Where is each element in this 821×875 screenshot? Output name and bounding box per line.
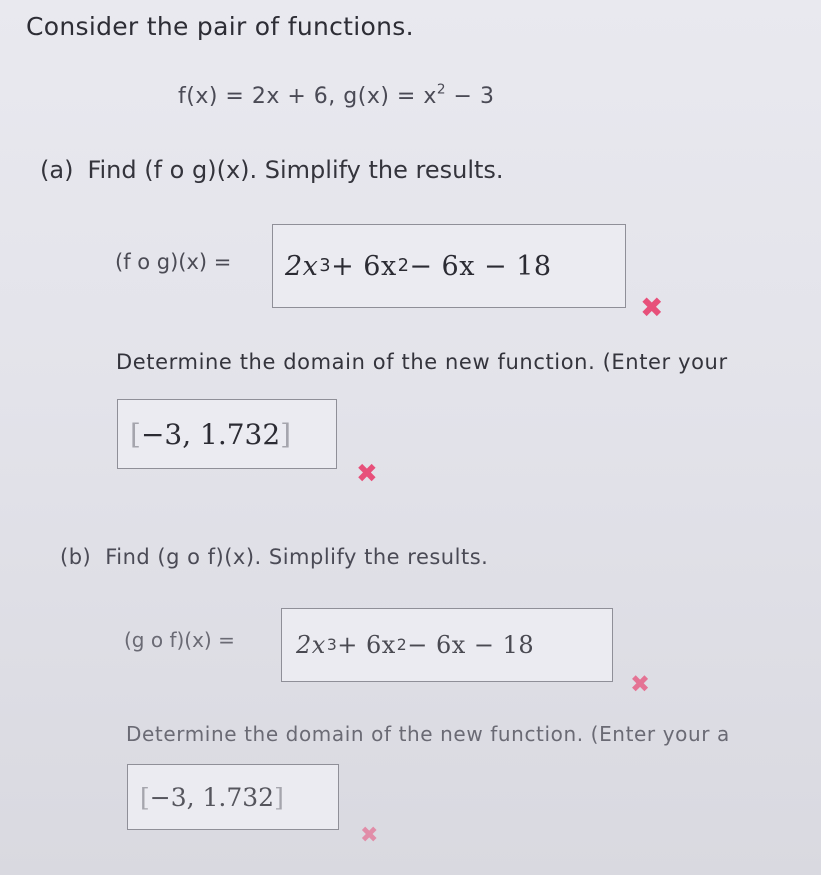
functions-definition-text: f(x) = 2x + 6, g(x) = x [178, 84, 437, 109]
part-a-term-3: − 6x − 18 [409, 250, 552, 282]
part-b-domain-value: −3, 1.732 [149, 782, 275, 812]
part-b-incorrect-icon: ✖ [630, 670, 651, 698]
functions-definition [178, 81, 495, 109]
part-a-incorrect-icon: ✖ [640, 291, 664, 324]
part-a-domain-incorrect-icon: ✖ [356, 459, 378, 489]
part-b-term-2: + 6x [337, 631, 396, 659]
part-a-domain-value: −3, 1.732 [140, 417, 281, 451]
part-a-term-2: + 6x [331, 250, 397, 282]
part-b-domain-close-bracket: ] [274, 782, 284, 812]
part-a-tag: (a) [40, 156, 74, 184]
part-b-domain-field[interactable] [127, 764, 339, 830]
part-b-answer-label: (g o f)(x) = [124, 628, 235, 652]
part-a-domain-field[interactable] [117, 399, 337, 469]
part-a-prompt [40, 156, 504, 184]
part-a-answer-field[interactable]: 2x 3 + 6x 2 − 6x − 18 [272, 224, 626, 308]
part-b-prompt-text: Find (g o f)(x). Simplify the results. [105, 545, 489, 569]
question-intro: Consider the pair of functions. [26, 12, 414, 41]
part-a-term-1: 2x [285, 250, 319, 282]
part-a-domain-close-bracket: ] [280, 417, 292, 451]
part-b-term-1: 2x [296, 631, 326, 659]
part-b-term-3: − 6x − 18 [407, 631, 535, 659]
functions-definition-exponent: 2 [436, 81, 447, 98]
part-a-answer-label: (f o g)(x) = [115, 250, 232, 274]
part-b-prompt [60, 545, 488, 569]
part-a-domain-prompt: Determine the domain of the new function. (Enter your [116, 350, 728, 374]
part-b-answer-field[interactable]: 2x 3 + 6x 2 − 6x − 18 [281, 608, 613, 682]
part-b-domain-open-bracket: [ [140, 782, 150, 812]
part-b-domain-incorrect-icon: ✖ [360, 823, 379, 848]
part-a-prompt-text: Find (f o g)(x). Simplify the results. [87, 156, 504, 184]
part-b-domain-prompt: Determine the domain of the new function. (Enter your a [126, 722, 730, 746]
part-b-tag: (b) [60, 545, 92, 569]
functions-definition-tail: − 3 [446, 84, 495, 109]
part-a-domain-open-bracket: [ [130, 417, 141, 451]
